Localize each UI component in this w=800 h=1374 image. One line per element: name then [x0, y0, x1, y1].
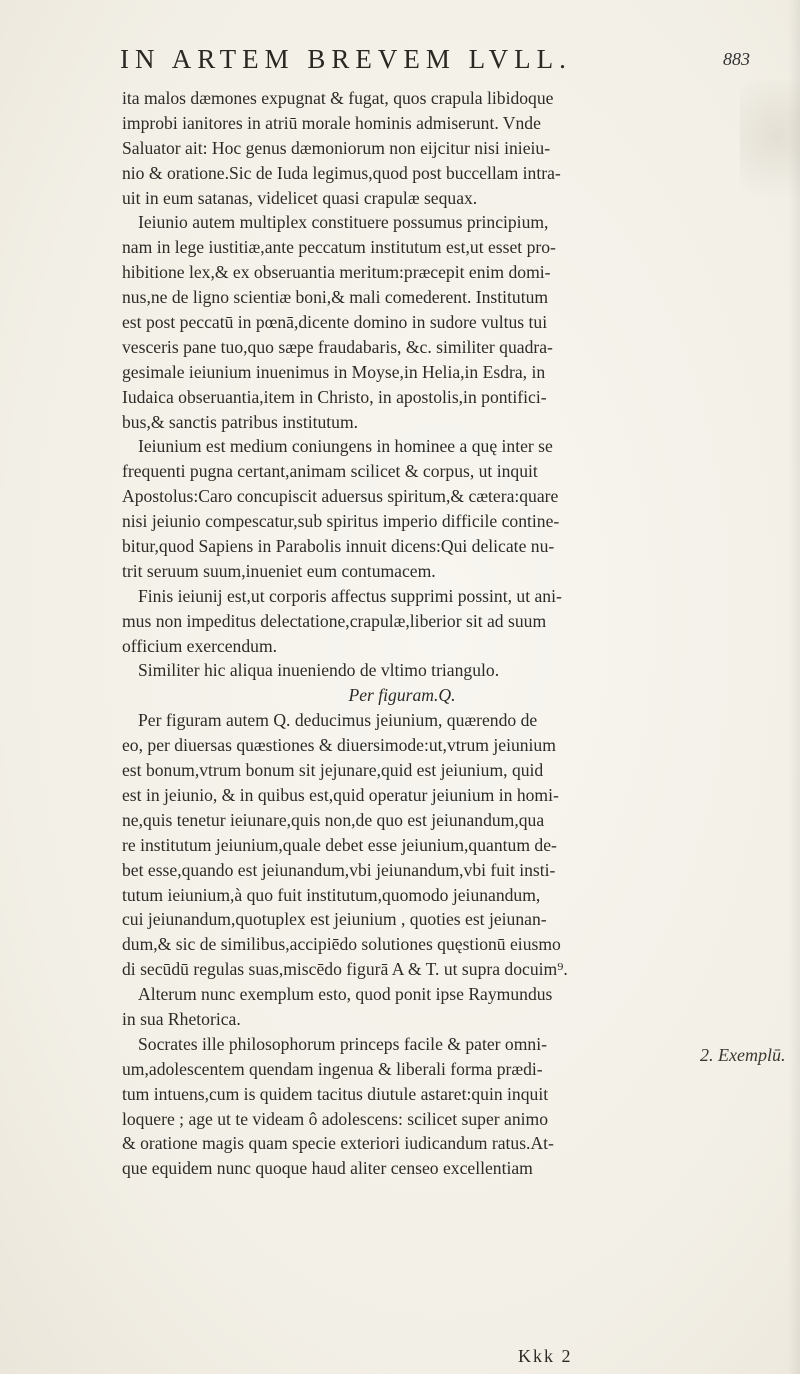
text-line: eo, per diuersas quæstiones & diuersimode:ut,vtrum jeiunium: [122, 735, 556, 756]
page-header: [120, 44, 750, 80]
text-line: nus,ne de ligno scientiæ boni,& mali comederent. Institutum: [122, 287, 549, 308]
text-line: Per figuram autem Q. deducimus jeiunium, quærendo de: [138, 710, 538, 731]
text-line: officium exercendum.: [122, 635, 278, 656]
text-line: & oratione magis quam specie exteriori iudicandum ratus.At-: [122, 1133, 554, 1154]
margin-note: 2. Exemplū.: [700, 1045, 786, 1065]
text-line: vesceris pane tuo,quo sæpe fraudabaris, &c. similiter quadra-: [122, 336, 553, 357]
running-head: IN ARTEM BREVEM LVLL.: [120, 44, 572, 74]
text-line: nam in lege iustitiæ,ante peccatum institutum est,ut esset pro-: [122, 237, 556, 258]
text-line: est in jeiunio, & in quibus est,quid operatur jeiunium in homi-: [122, 784, 559, 805]
text-line: re institutum jeiunium,quale debet esse jeiunium,quantum de-: [122, 834, 557, 855]
text-line: bitur,quod Sapiens in Parabolis innuit dicens:Qui delicate nu-: [122, 536, 555, 557]
text-line: tutum ieiunium,à quo fuit institutum,quomodo jeiunandum,: [122, 884, 541, 905]
text-line: trit seruum suum,inueniet eum contumacem.: [122, 560, 436, 581]
text-line: Ieiunio autem multiplex constituere possumus principium,: [138, 212, 549, 233]
text-line: nisi jeiunio compescatur,sub spiritus imperio difficile contine-: [122, 511, 560, 532]
text-line: ne,quis tenetur ieiunare,quis non,de quo est jeiunandum,qua: [122, 809, 545, 830]
text-line: Saluator ait: Hoc genus dæmoniorum non eijcitur nisi inieiu-: [122, 137, 551, 158]
text-line: uit in eum satanas, videlicet quasi crapulæ sequax.: [122, 187, 478, 208]
text-line: hibitione lex,& ex obseruantia meritum:præcepit enim domi-: [122, 262, 551, 283]
text-line: di secūdū regulas suas,miscēdo figurā A & T. ut supra docuim⁹.: [122, 959, 568, 980]
body-text: [122, 86, 682, 1181]
text-line: ita malos dæmones expugnat & fugat, quos crapula libidoque: [122, 88, 554, 108]
text-line: Socrates ille philosophorum princeps facile & pater omni-: [138, 1033, 547, 1054]
text-line: frequenti pugna certant,animam scilicet & corpus, ut inquit: [122, 461, 538, 482]
text-line: dum,& sic de similibus,accipiēdo solutiones quęstionū eiusmo: [122, 934, 561, 955]
text-line: in sua Rhetorica.: [122, 1008, 241, 1029]
text-line: Apostolus:Caro concupiscit aduersus spiritum,& cætera:quare: [122, 486, 559, 507]
text-line: Alterum nunc exemplum esto, quod ponit ipse Raymundus: [138, 984, 553, 1005]
text-line: est post peccatū in pœnā,dicente domino in sudore vultus tui: [122, 312, 548, 333]
text-line: mus non impeditus delectatione,crapulæ,liberior sit ad suum: [122, 610, 547, 631]
text-line: gesimale ieiunium inuenimus in Moyse,in Helia,in Esdra, in: [122, 361, 546, 382]
text-line: loquere ; age ut te videam ô adolescens: scilicet super animo: [122, 1108, 549, 1129]
text-line: Ieiunium est medium coniungens in hominee a quę inter se: [138, 436, 553, 457]
text-line: Finis ieiunij est,ut corporis affectus supprimi possint, ut ani-: [138, 585, 562, 606]
text-line: um,adolescentem quendam ingenua & liberali forma prædi-: [122, 1058, 543, 1079]
text-line: improbi ianitores in atriū morale hominis admiserunt. Vnde: [122, 112, 541, 133]
text-line: que equidem nunc quoque haud aliter censeo excellentiam: [122, 1158, 533, 1179]
text-line: Per figuram.Q.: [348, 685, 456, 706]
page-edge-shadow: [788, 0, 800, 1374]
text-line: cui jeiunandum,quotuplex est jeiunium , quoties est jeiunan-: [122, 909, 547, 930]
text-line: Iudaica obseruantia,item in Christo, in apostolis,in pontifici-: [122, 386, 547, 407]
text-line: nio & oratione.Sic de Iuda legimus,quod post buccellam intra-: [122, 162, 561, 183]
text-line: bus,& sanctis patribus institutum.: [122, 411, 359, 432]
text-line: tum intuens,cum is quidem tacitus diutule astaret:quin inquit: [122, 1083, 549, 1104]
page-number: 883: [723, 49, 750, 69]
signature-catchword: Kkk 2: [518, 1346, 573, 1366]
text-line: Similiter hic aliqua inueniendo de vltimo triangulo.: [138, 660, 500, 681]
text-line: bet esse,quando est jeiunandum,vbi jeiunandum,vbi fuit insti-: [122, 859, 556, 880]
text-line: est bonum,vtrum bonum sit jejunare,quid est jeiunium, quid: [122, 760, 544, 781]
